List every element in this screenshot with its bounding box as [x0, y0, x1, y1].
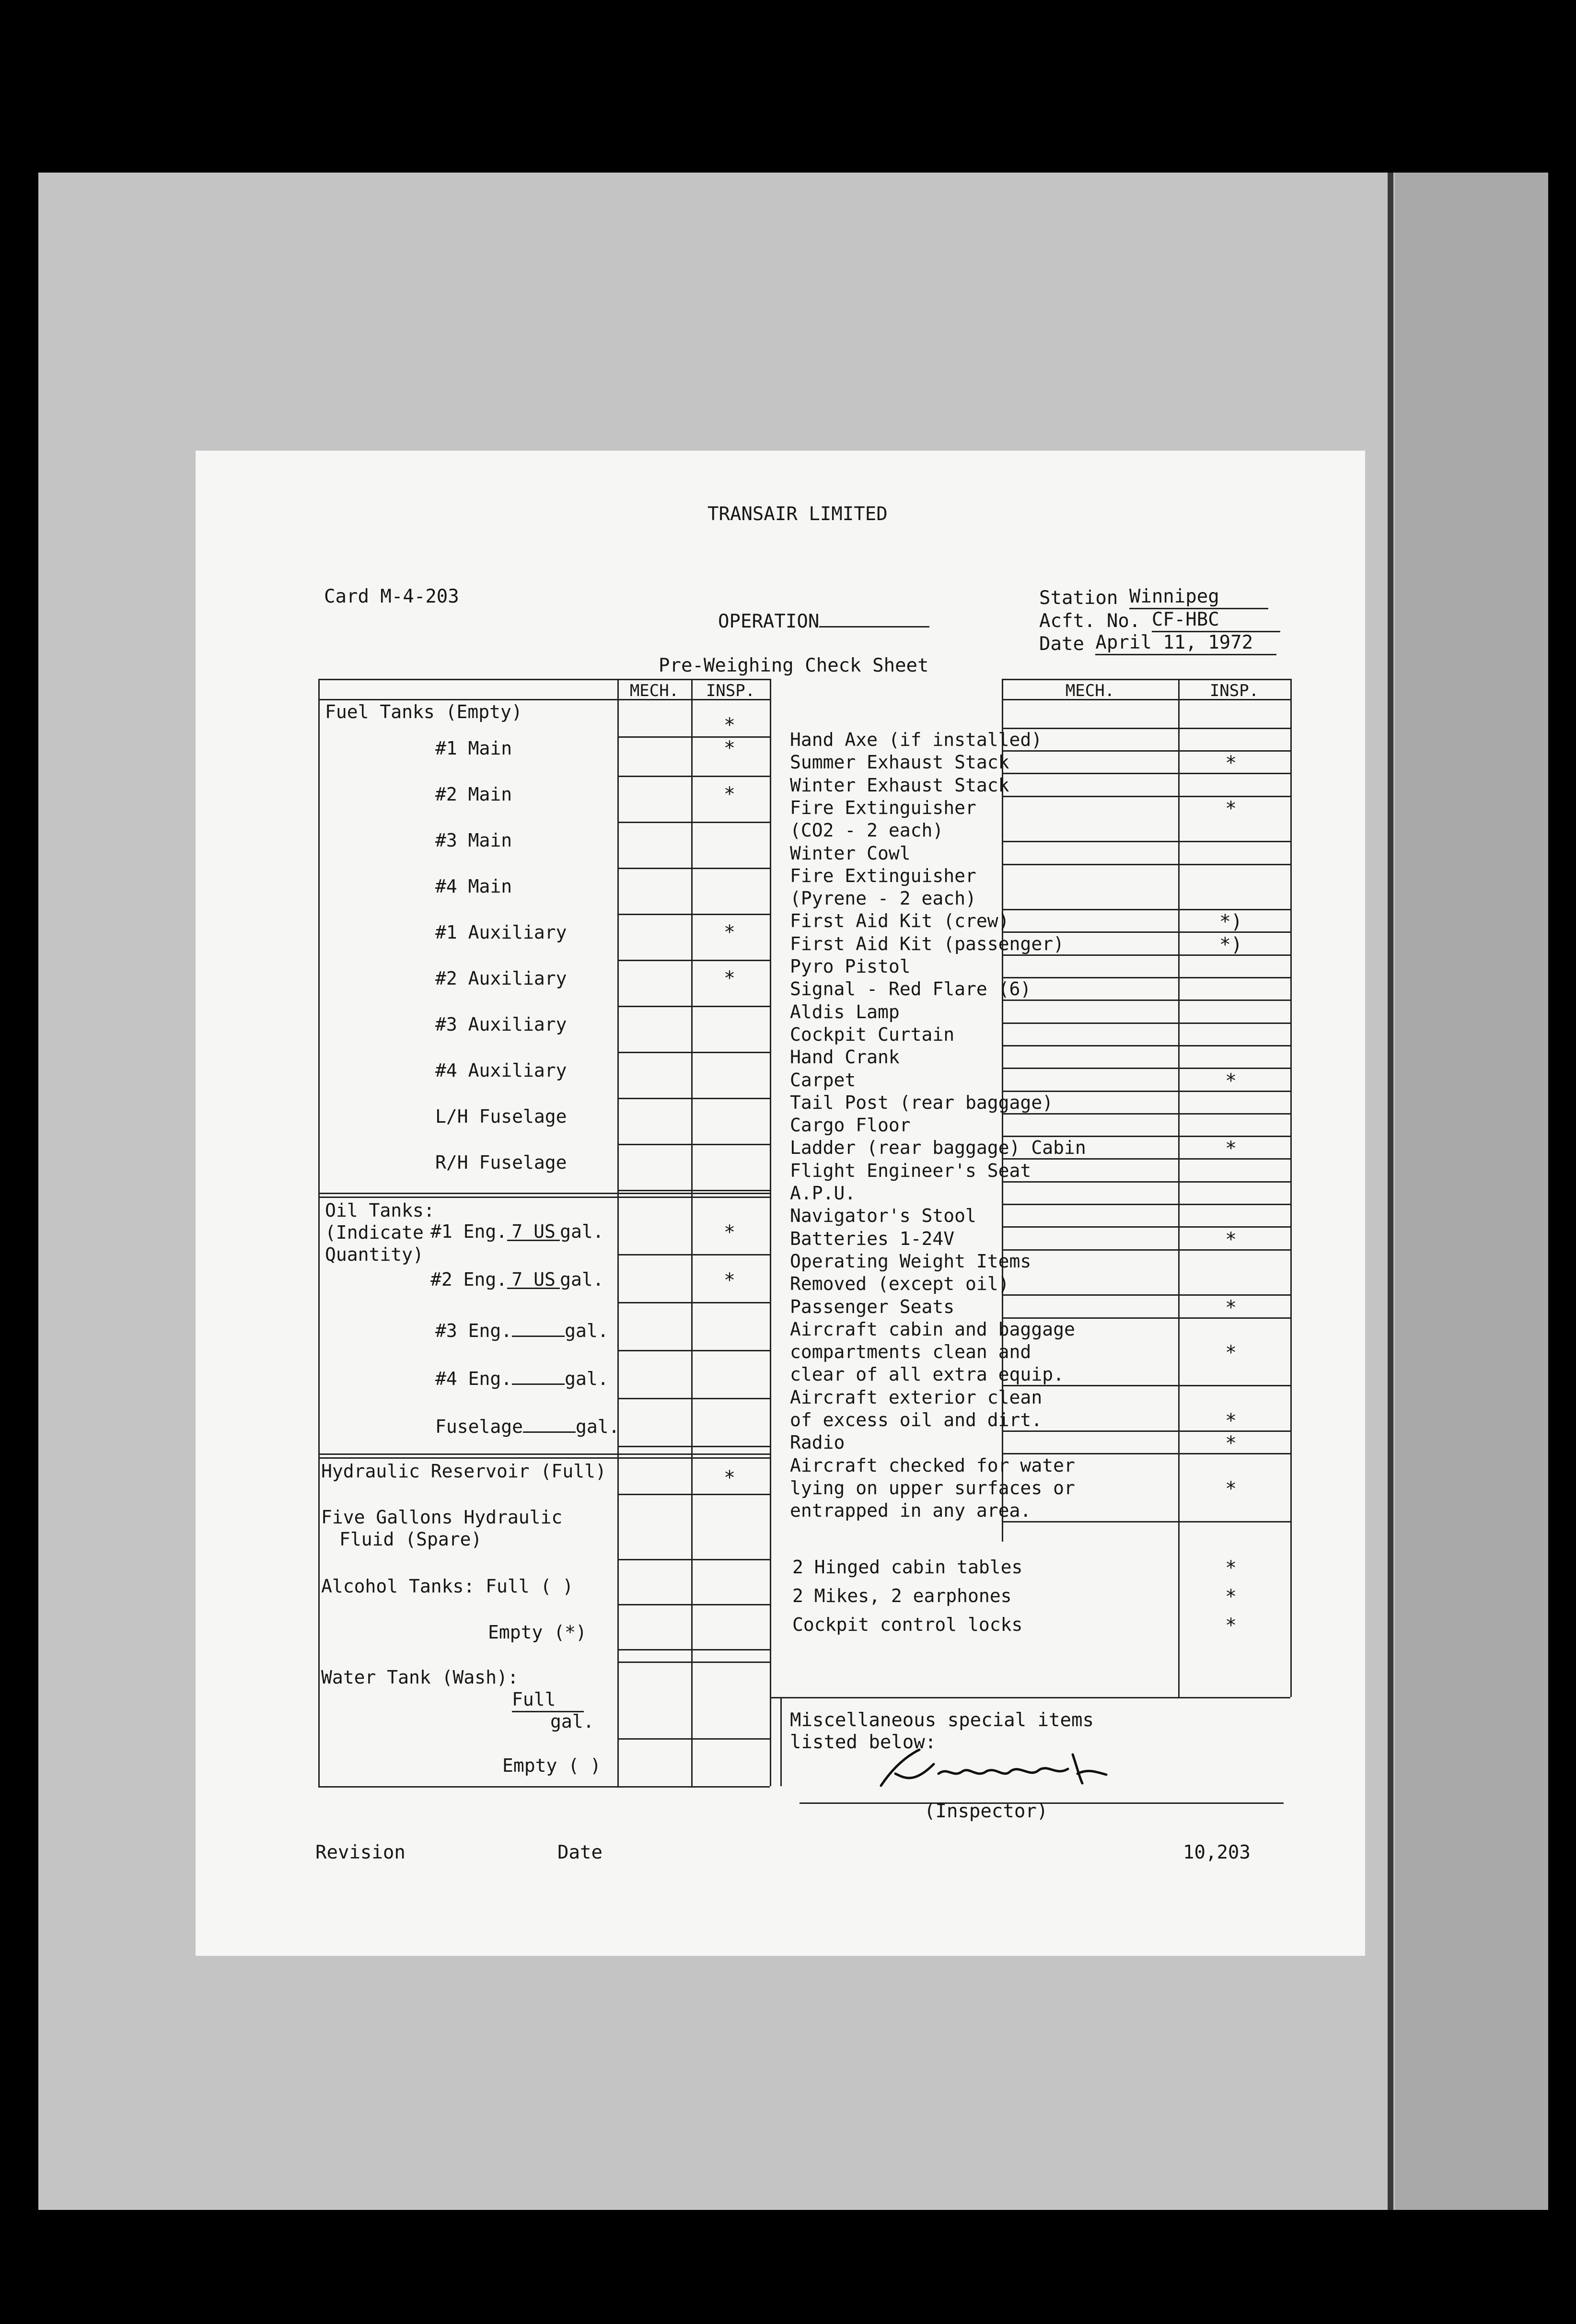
- right-checklist-item: First Aid Kit (crew): [790, 910, 1009, 932]
- alcohol-empty-label: Empty (*): [488, 1622, 587, 1643]
- fuel-item-insp-mark: *: [723, 967, 736, 989]
- fuel-row-line: [617, 1144, 770, 1145]
- oil-item-label: #2 Eng.: [430, 1269, 508, 1290]
- left-insp-header: INSP.: [706, 681, 755, 700]
- right-row-line: [1002, 1113, 1290, 1115]
- right-row-line: [1002, 1023, 1290, 1024]
- right-row-line: [1002, 1226, 1290, 1228]
- right-row-line: [1002, 841, 1290, 842]
- fuel-section-divider: [318, 1193, 770, 1194]
- right-checklist-item: Winter Exhaust Stack: [790, 774, 1009, 796]
- oil-unit-label: gal.: [560, 1221, 604, 1242]
- extra-item-insp-mark: *: [1225, 1585, 1237, 1608]
- fuel-row-line: [617, 1190, 770, 1191]
- right-checklist-item: Cockpit Curtain: [790, 1023, 955, 1045]
- right-row-line: [1002, 750, 1290, 752]
- right-insp-left-line: [1178, 679, 1180, 1697]
- right-row-line: [1002, 728, 1290, 729]
- fuel-item-label: #1 Main: [435, 738, 512, 759]
- station-field: [1039, 586, 1268, 609]
- right-checklist-item: (Pyrene - 2 each): [790, 888, 976, 909]
- right-checklist-item: Flight Engineer's Seat: [790, 1160, 1031, 1181]
- fuel-tanks-title: Fuel Tanks (Empty): [325, 701, 522, 722]
- oil-note-indicate: (Indicate: [325, 1222, 424, 1243]
- right-row-line: [1002, 1158, 1290, 1160]
- right-row-line: [1002, 1181, 1290, 1183]
- oil-quantity-value: [512, 1364, 565, 1385]
- right-row-line: [1002, 1430, 1290, 1432]
- oil-item-label: #3 Eng.: [435, 1320, 512, 1341]
- hydraulic-reservoir-label: Hydraulic Reservoir (Full): [321, 1461, 606, 1482]
- revision-label: Revision: [315, 1842, 406, 1863]
- right-row-line: [1002, 864, 1290, 865]
- right-checklist-item: Batteries 1-24V: [790, 1228, 955, 1249]
- right-mech-header: MECH.: [1065, 681, 1115, 700]
- inspector-signature: [867, 1745, 1135, 1798]
- water-full-row-line: [617, 1738, 770, 1740]
- company-name: TRANSAIR LIMITED: [707, 503, 888, 525]
- right-checklist-item: of excess oil and dirt.: [790, 1409, 1043, 1430]
- water-row-line: [617, 1662, 770, 1663]
- oil-item-label: #4 Eng.: [435, 1368, 512, 1389]
- misc-box-left-line: [780, 1697, 782, 1786]
- right-checklist-item: compartments clean and: [790, 1341, 1031, 1363]
- right-checklist-item: (CO2 - 2 each): [790, 820, 944, 841]
- hydraulic-row-line: [617, 1494, 770, 1495]
- left-mech-column-line: [617, 679, 619, 1786]
- operation-label: OPERATION: [718, 611, 820, 632]
- right-item-insp-mark: *: [1225, 752, 1237, 775]
- right-table-border-right: [1290, 679, 1292, 1697]
- right-checklist-item: Hand Crank: [790, 1046, 900, 1068]
- sheet-title: Pre-Weighing Check Sheet: [659, 655, 929, 676]
- fuel-section-divider-double: [318, 1197, 770, 1198]
- oil-note-quantity: Quantity): [325, 1244, 424, 1265]
- right-insp-header: INSP.: [1209, 681, 1259, 700]
- right-checklist-item: Removed (except oil): [790, 1273, 1009, 1295]
- right-table-bottom-border: [770, 1697, 1290, 1698]
- card-number: Card M-4-203: [324, 586, 459, 607]
- right-checklist-item: A.P.U.: [790, 1183, 856, 1204]
- check-sheet-card: [196, 451, 1365, 1956]
- right-checklist-item: Hand Axe (if installed): [790, 729, 1043, 750]
- right-checklist-item: Aldis Lamp: [790, 1001, 900, 1023]
- right-checklist-item: Signal - Red Flare (6): [790, 978, 1031, 1000]
- right-checklist-item: Carpet: [790, 1069, 856, 1091]
- footer-date-label: Date: [557, 1842, 603, 1863]
- right-checklist-item: Operating Weight Items: [790, 1250, 1031, 1272]
- right-checklist-item: Fire Extinguisher: [790, 797, 976, 818]
- right-checklist-item: lying on upper surfaces or: [790, 1477, 1075, 1499]
- five-gallons-label: Five Gallons Hydraulic: [321, 1507, 563, 1528]
- oil-row-line: [617, 1446, 770, 1447]
- right-item-insp-mark: *: [1225, 1342, 1237, 1364]
- left-table-bottom-border: [318, 1786, 770, 1788]
- fuel-item-insp-mark: *: [723, 921, 736, 943]
- right-row-line: [1002, 1204, 1290, 1205]
- fuel-row-line: [617, 822, 770, 823]
- misc-items-label: Miscellaneous special items: [790, 1709, 1094, 1731]
- fuel-item-label: L/H Fuselage: [435, 1106, 567, 1127]
- right-checklist-item: Fire Extinguisher: [790, 865, 976, 886]
- left-table-border-right: [770, 679, 771, 1786]
- fuel-item-label: #2 Auxiliary: [435, 968, 567, 989]
- inspector-label: (Inspector): [924, 1801, 1048, 1822]
- extra-checklist-item: 2 Hinged cabin tables: [792, 1556, 1023, 1578]
- operation-field: [718, 610, 929, 633]
- fuel-item-label: #2 Main: [435, 784, 512, 805]
- fuel-row-line: [617, 960, 770, 961]
- right-item-insp-mark: *: [1225, 1296, 1237, 1319]
- alcohol-tanks-label: Alcohol Tanks: Full ( ): [321, 1576, 574, 1597]
- oil-item-label: #1 Eng.: [430, 1221, 508, 1242]
- right-row-line: [1002, 1249, 1290, 1251]
- right-row-line: [1002, 954, 1290, 956]
- oil-item-row: [435, 1316, 609, 1342]
- right-row-line: [1002, 1521, 1290, 1522]
- oil-row-line: [617, 1398, 770, 1399]
- oil-quantity-value: [523, 1412, 576, 1433]
- alcohol-full-row-line: [617, 1604, 770, 1605]
- alcohol-empty-row-line: [617, 1649, 770, 1650]
- oil-row-line: [617, 1254, 770, 1255]
- left-insp-column-line: [691, 679, 693, 1786]
- right-checklist-item: Aircraft exterior clean: [790, 1386, 1043, 1408]
- aircraft-number-field: [1039, 609, 1280, 632]
- extra-item-insp-mark: *: [1225, 1557, 1237, 1579]
- fuel-row-line: [617, 1052, 770, 1053]
- fuel-item-label: #1 Auxiliary: [435, 922, 567, 943]
- right-checklist-item: First Aid Kit (passenger): [790, 933, 1064, 954]
- fuel-row-line: [617, 1006, 770, 1007]
- fuel-item-insp-mark: *: [723, 737, 736, 759]
- hydraulic-fluid-spare-label: Fluid (Spare): [339, 1529, 482, 1550]
- right-item-insp-mark: *: [1225, 1410, 1237, 1432]
- oil-row-line: [617, 1302, 770, 1303]
- oil-section-divider-double: [318, 1457, 770, 1459]
- hydraulic-insp-mark: *: [723, 1467, 736, 1489]
- oil-row-line: [617, 1350, 770, 1351]
- oil-unit-label: gal.: [565, 1368, 609, 1389]
- right-checklist-item: Winter Cowl: [790, 842, 911, 864]
- right-checklist-item: Aircraft cabin and baggage: [790, 1318, 1075, 1340]
- right-item-insp-mark: *: [1225, 1138, 1237, 1160]
- water-full-label: Full: [512, 1688, 584, 1712]
- right-item-insp-mark: *: [1225, 1477, 1237, 1500]
- aircraft-number-value: CF-HBC: [1152, 609, 1280, 632]
- right-row-line: [1002, 1045, 1290, 1046]
- water-gal-label: gal.: [550, 1711, 594, 1732]
- oil-section-divider: [318, 1453, 770, 1455]
- date-value: April 11, 1972: [1095, 632, 1276, 655]
- fuel-item-insp-mark: *: [723, 783, 736, 805]
- operation-blank: [819, 610, 929, 627]
- right-row-line: [1002, 999, 1290, 1001]
- fuel-title-insp-mark: *: [723, 714, 736, 736]
- oil-item-insp-mark: *: [723, 1269, 736, 1291]
- date-label: Date: [1039, 633, 1084, 655]
- fuel-row-line: [617, 868, 770, 869]
- fuel-item-label: #3 Auxiliary: [435, 1014, 567, 1035]
- oil-item-row: [435, 1364, 609, 1390]
- left-table-border-left: [318, 679, 320, 1786]
- extra-checklist-item: 2 Mikes, 2 earphones: [792, 1585, 1012, 1606]
- water-empty-label: Empty ( ): [502, 1755, 601, 1776]
- form-number: 10,203: [1183, 1842, 1251, 1863]
- right-row-line: [1002, 1385, 1290, 1386]
- aircraft-number-label: Acft. No.: [1039, 610, 1141, 632]
- oil-tanks-title: Oil Tanks:: [325, 1200, 435, 1221]
- extra-item-insp-mark: *: [1225, 1614, 1237, 1637]
- fuel-row-line: [617, 914, 770, 915]
- fuel-item-label: #4 Main: [435, 876, 512, 897]
- right-row-line: [1002, 977, 1290, 978]
- right-item-insp-mark: *: [1225, 797, 1237, 820]
- right-checklist-item: Passenger Seats: [790, 1296, 955, 1317]
- binder-strip: [1395, 173, 1548, 2210]
- oil-quantity-value: 7 US: [507, 1220, 560, 1241]
- oil-quantity-value: [512, 1316, 565, 1337]
- oil-item-row: [430, 1220, 604, 1243]
- right-item-insp-mark: *: [1225, 1432, 1237, 1455]
- oil-unit-label: gal.: [576, 1416, 620, 1437]
- right-checklist-item: entrapped in any area.: [790, 1500, 1031, 1522]
- fluid-row-line: [617, 1559, 770, 1560]
- water-tank-label: Water Tank (Wash):: [321, 1667, 519, 1688]
- fuel-row-line: [617, 1098, 770, 1099]
- oil-item-row: [435, 1412, 620, 1438]
- fuel-item-label: #4 Auxiliary: [435, 1060, 567, 1081]
- right-row-line: [1002, 773, 1290, 774]
- right-row-line: [1002, 1294, 1290, 1296]
- right-item-insp-mark: *: [1225, 1069, 1237, 1092]
- fuel-item-label: R/H Fuselage: [435, 1152, 567, 1173]
- right-checklist-item: Navigator's Stool: [790, 1205, 976, 1227]
- station-value: Winnipeg: [1129, 586, 1268, 609]
- oil-item-row: [430, 1268, 604, 1291]
- right-checklist-item: Aircraft checked for water: [790, 1454, 1075, 1476]
- right-checklist-item: Cargo Floor: [790, 1115, 911, 1136]
- oil-item-label: Fuselage: [435, 1416, 523, 1437]
- binder-edge: [1388, 173, 1393, 2210]
- fuel-item-label: #3 Main: [435, 830, 512, 851]
- left-mech-header: MECH.: [629, 681, 679, 700]
- right-row-line: [1002, 796, 1290, 797]
- fuel-row-line: [617, 776, 770, 777]
- right-item-insp-mark: *): [1219, 911, 1243, 933]
- right-checklist-item: Radio: [790, 1432, 845, 1453]
- extra-checklist-item: Cockpit control locks: [792, 1614, 1023, 1635]
- right-checklist-item: Summer Exhaust Stack: [790, 752, 1009, 773]
- oil-item-insp-mark: *: [723, 1221, 736, 1243]
- right-item-insp-mark: *: [1225, 1228, 1237, 1251]
- oil-unit-label: gal.: [560, 1269, 604, 1290]
- right-checklist-item: Tail Post (rear baggage): [790, 1092, 1054, 1113]
- misc-items-label-2: listed below:: [790, 1731, 937, 1753]
- right-checklist-item: Ladder (rear baggage) Cabin: [790, 1137, 1086, 1159]
- station-label: Station: [1039, 587, 1118, 609]
- right-row-line: [1002, 1068, 1290, 1069]
- right-checklist-item: Pyro Pistol: [790, 956, 911, 977]
- right-checklist-item: clear of all extra equip.: [790, 1364, 1064, 1385]
- right-row-line: [1002, 909, 1290, 910]
- date-field: [1039, 632, 1276, 655]
- oil-unit-label: gal.: [565, 1320, 609, 1341]
- oil-quantity-value: 7 US: [507, 1268, 560, 1289]
- right-item-insp-mark: *): [1219, 933, 1243, 956]
